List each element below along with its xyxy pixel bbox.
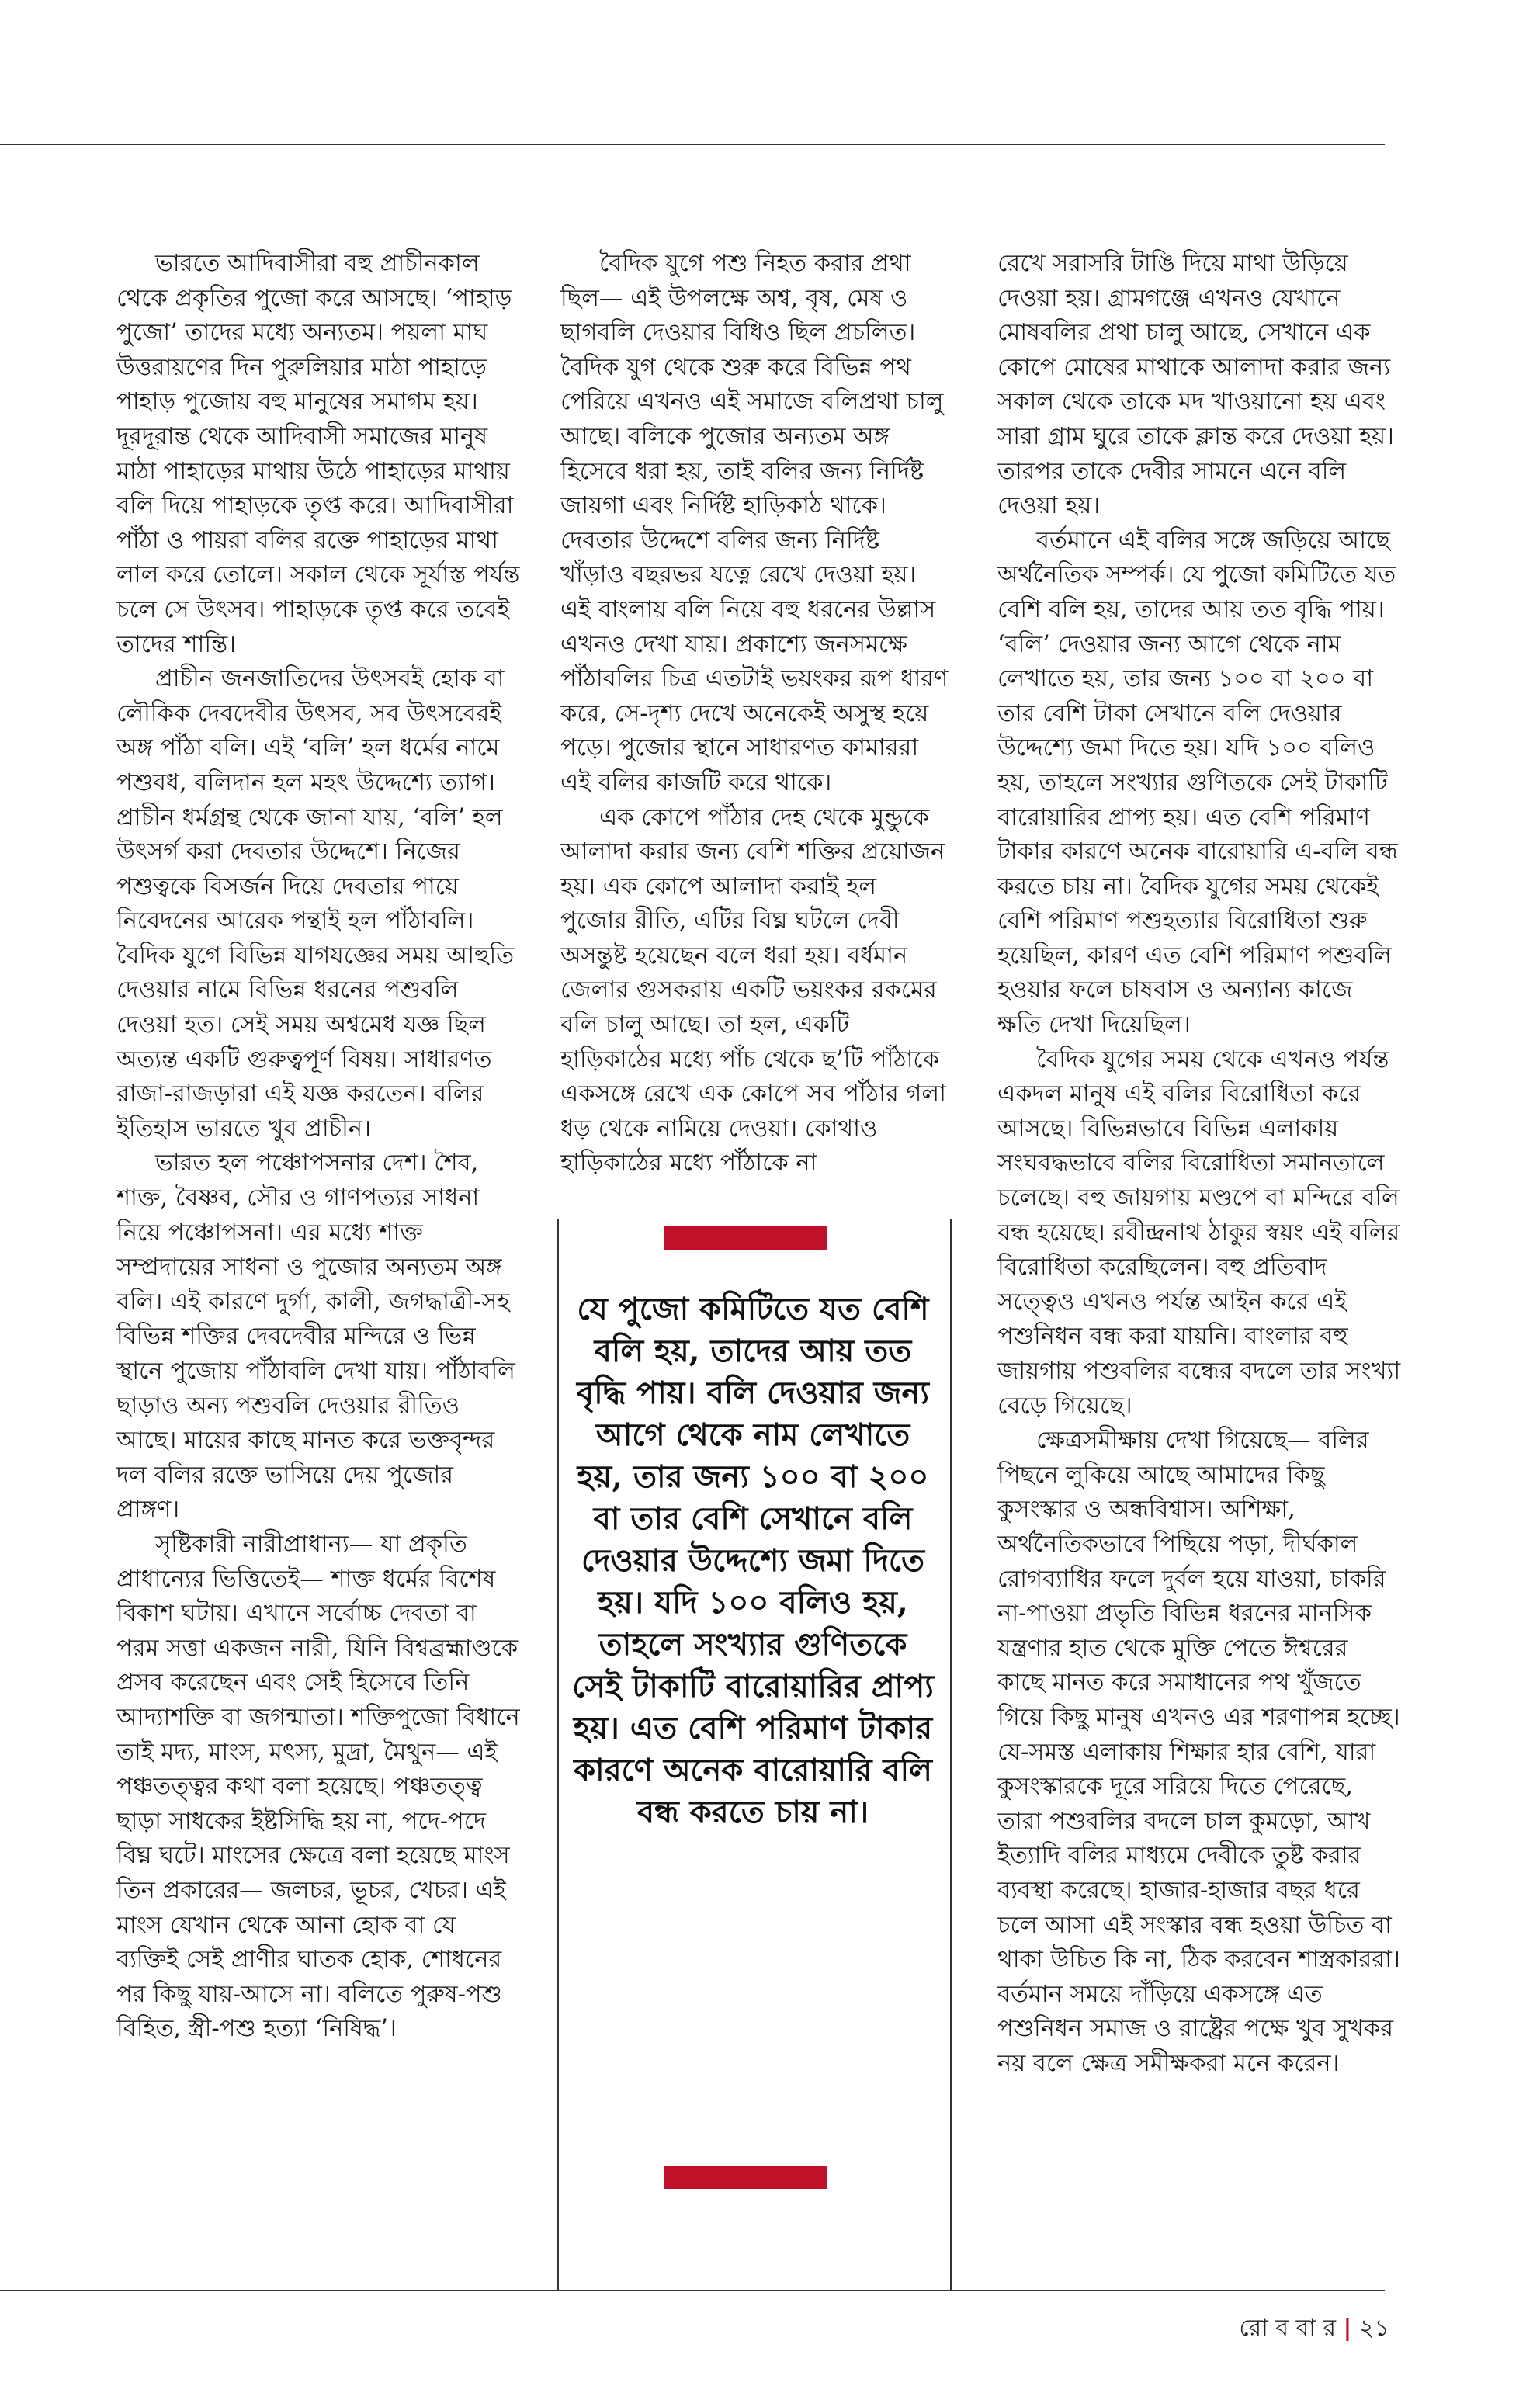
bottom-rule — [0, 2290, 1385, 2291]
pull-quote: যে পুজো কমিটিতে যত বেশি বলি হয়, তাদের আয় তত বৃদ্ধি পায়। বলি দেওয়ার জন্য আগে থেকে নাম লেখাতে হয়, তার জন্য ১০০ বা ২০০ বা তার বেশি সেখানে বলি দেওয়ার উদ্দেশ্যে জমা দিতে হয়। যদি ১০০ বলিও হয়, তাহলে সংখ্যার গুণিতকে সেই টাকাটি বারোয়ারির প্রাপ্য হয়। এত বেশি পরিমাণ টাকার কারণে অনেক বারোয়ারি বলি বন্ধ করতে চায় না। — [572, 1291, 934, 1830]
paragraph: এক কোপে পাঁঠার দেহ থেকে মুন্ডুকে আলাদা করার জন্য বেশি শক্তির প্রয়োজন হয়। এক কোপে আলাদা করাই হল পুজোর রীতি, এটির বিঘ্ন ঘটলে দেবী অসন্তুষ্ট হয়েছেন বলে ধরা হয়। বর্ধমান জেলার গুসকরায় একটি ভয়ংকর রকমের বলি চালু আছে। তা হল, একটি হাড়িকাঠের মধ্যে পাঁচ থেকে ছ’টি পাঁঠাকে একসঙ্গে রেখে এক কোপে সব পাঁঠার গলা ধড় থেকে নামিয়ে দেওয়া। কোথাও হাড়িকাঠের মধ্যে পাঁঠাকে না — [560, 803, 946, 1177]
column-1 — [116, 247, 520, 2288]
paragraph: ক্ষেত্রসমীক্ষায় দেখা গিয়েছে— বলির পিছনে লুকিয়ে আছে আমাদের কিছু কুসংস্কার ও অন্ধবিশ্বাস। অশিক্ষা, অর্থনৈতিকভাবে পিছিয়ে পড়া, দীর্ঘকাল রোগব্যাধির ফলে দুর্বল হয়ে যাওয়া, চাকরি না-পাওয়া প্রভৃতি বিভিন্ন ধরনের মানসিক যন্ত্রণার হাত থেকে মুক্তি পেতে ঈশ্বরের কাছে মানত করে সমাধানের পথ খুঁজতে গিয়ে কিছু মানুষ এখনও এর শরণাপন্ন হচ্ছে। যে-সমস্ত এলাকায় শিক্ষার হার বেশি, যারা কুসংস্কারকে দূরে সরিয়ে দিতে পেরেছে, তারা পশুবলির বদলে চাল কুমড়ো, আখ ইত্যাদি বলির মাধ্যমে দেবীকে তুষ্ট করার ব্যবস্থা করেছে। হাজার-হাজার বছর ধরে চলে আসা এই সংস্কার বন্ধ হওয়া উচিত বা থাকা উচিত কি না, ঠিক করবেন শাস্ত্রকাররা। বর্তমান সময়ে দাঁড়িয়ে একসঙ্গে এত পশুনিধন সমাজ ও রাষ্ট্রের পক্ষে খুব সুখকর নয় বলে ক্ষেত্র সমীক্ষকরা মনে করেন। — [997, 1427, 1400, 2077]
column-divider-right — [950, 1219, 952, 2290]
paragraph: ভারতে আদিবাসীরা বহু প্রাচীনকাল থেকে প্রকৃতির পুজো করে আসছে। ‘পাহাড় পুজো’ তাদের মধ্যে অন্যতম। পয়লা মাঘ উত্তরায়ণের দিন পুরুলিয়ার মাঠা পাহাড়ে পাহাড় পুজোয় বহু মানুষের সমাগম হয়। দূরদূরান্ত থেকে আদিবাসী সমাজের মানুষ মাঠা পাহাড়ের মাথায় উঠে পাহাড়ের মাথায় বলি দিয়ে পাহাড়কে তৃপ্ত করে। আদিবাসীরা পাঁঠা ও পায়রা বলির রক্তে পাহাড়ের মাথা লাল করে তোলে। সকাল থেকে সূর্যাস্ত পর্যন্ত চলে সে উৎসব। পাহাড়কে তৃপ্ত করে তবেই তাদের শান্তি। — [116, 250, 520, 658]
paragraph: ভারত হল পঞ্চোপসনার দেশ। শৈব, শাক্ত, বৈষ্ণব, সৌর ও গাণপত্যর সাধনা নিয়ে পঞ্চোপসনা। এর মধ্যে শাক্ত সম্প্রদায়ের সাধনা ও পুজোর অন্যতম অঙ্গ বলি। এই কারণে দুর্গা, কালী, জগদ্ধাত্রী-সহ বিভিন্ন শক্তির দেবদেবীর মন্দিরে ও ভিন্ন স্থানে পুজোয় পাঁঠাবলি দেখা যায়। পাঁঠাবলি ছাড়াও অন্য পশুবলি দেওয়ার রীতিও আছে। মায়ের কাছে মানত করে ভক্তবৃন্দর দল বলির রক্তে ভাসিয়ে দেয় পুজোর প্রাঙ্গণ। — [116, 1150, 515, 1524]
red-accent-bar-bottom — [664, 2166, 827, 2189]
column-divider-left — [557, 1219, 559, 2290]
top-rule — [0, 144, 1385, 145]
paragraph: বৈদিক যুগের সময় থেকে এখনও পর্যন্ত একদল মানুষ এই বলির বিরোধিতা করে আসছে। বিভিন্নভাবে বিভিন্ন এলাকায় সংঘবদ্ধভাবে বলির বিরোধিতা সমানতালে চলেছে। বহু জায়গায় মণ্ডপে বা মন্দিরে বলি বন্ধ হয়েছে। রবীন্দ্রনাথ ঠাকুর স্বয়ং এই বলির বিরোধিতা করেছিলেন। বহু প্রতিবাদ সত্ত্বেও এখনও পর্যন্ত আইন করে এই পশুনিধন বন্ধ করা যায়নি। বাংলার বহু জায়গায় পশুবলির বন্ধের বদলে তার সংখ্যা বেড়ে গিয়েছে। — [997, 1046, 1401, 1420]
magazine-name: রো ব বা র — [1239, 2315, 1336, 2342]
page-footer — [1164, 2309, 1389, 2349]
paragraph: প্রাচীন জনজাতিদের উৎসবই হোক বা লৌকিক দেবদেবীর উৎসব, সব উৎসবেরই অঙ্গ পাঁঠা বলি। এই ‘বলি’ হল ধর্মের নামে পশুবধ, বলিদান হল মহৎ উদ্দেশ্যে ত্যাগ। প্রাচীন ধর্মগ্রন্থ থেকে জানা যায়, ‘বলি’ হল উৎসর্গ করা দেবতার উদ্দেশে। নিজের পশুত্বকে বিসর্জন দিয়ে দেবতার পায়ে নিবেদনের আরেক পন্থাই হল পাঁঠাবলি। বৈদিক যুগে বিভিন্ন যাগযজ্ঞের সময় আহুতি দেওয়ার নামে বিভিন্ন ধরনের পশুবলি দেওয়া হত। সেই সময় অশ্বমেধ যজ্ঞ ছিল অত্যন্ত একটি গুরুত্বপূর্ণ বিষয়। সাধারণত রাজা-রাজড়ারা এই যজ্ঞ করতেন। বলির ইতিহাস ভারতে খুব প্রাচীন। — [116, 665, 515, 1143]
paragraph: রেখে সরাসরি টাঙি দিয়ে মাথা উড়িয়ে দেওয়া হয়। গ্রামগঞ্জে এখনও যেখানে মোষবলির প্রথা চালু আছে, সেখানে এক কোপে মোষের মাথাকে আলাদা করার জন্য সকাল থেকে তাকে মদ খাওয়ানো হয় এবং সারা গ্রাম ঘুরে তাকে ক্লান্ত করে দেওয়া হয়। তারপর তাকে দেবীর সামনে এনে বলি দেওয়া হয়। — [997, 250, 1394, 520]
column-2 — [560, 247, 949, 1202]
paragraph: বর্তমানে এই বলির সঙ্গে জড়িয়ে আছে অর্থনৈতিক সম্পর্ক। যে পুজো কমিটিতে যত বেশি বলি হয়, তাদের আয় তত বৃদ্ধি পায়। ‘বলি’ দেওয়ার জন্য আগে থেকে নাম লেখাতে হয়, তার জন্য ১০০ বা ২০০ বা তার বেশি টাকা সেখানে বলি দেওয়ার উদ্দেশ্যে জমা দিতে হয়। যদি ১০০ বলিও হয়, তাহলে সংখ্যার গুণিতকে সেই টাকাটি বারোয়ারির প্রাপ্য হয়। এত বেশি পরিমাণ টাকার কারণে অনেক বারোয়ারি এ-বলি বন্ধ করতে চায় না। বৈদিক যুগের সময় থেকেই বেশি পরিমাণ পশুহত্যার বিরোধিতা শুরু হয়েছিল, কারণ এত বেশি পরিমাণ পশুবলি হওয়ার ফলে চাষবাস ও অন্যান্য কাজে ক্ষতি দেখা দিয়েছিল। — [997, 526, 1398, 1039]
paragraph: বৈদিক যুগে পশু নিহত করার প্রথা ছিল— এই উপলক্ষে অশ্ব, বৃষ, মেষ ও ছাগবলি দেওয়ার বিধিও ছিল প্রচলিত। বৈদিক যুগ থেকে শুরু করে বিভিন্ন পথ পেরিয়ে এখনও এই সমাজে বলিপ্রথা চালু আছে। বলিকে পুজোর অন্যতম অঙ্গ হিসেবে ধরা হয়, তাই বলির জন্য নির্দিষ্ট জায়গা এবং নির্দিষ্ট হাড়িকাঠ থাকে। দেবতার উদ্দেশে বলির জন্য নির্দিষ্ট খাঁড়াও বছরভর যত্নে রেখে দেওয়া হয়। এই বাংলায় বলি নিয়ে বহু ধরনের উল্লাস এখনও দেখা যায়। প্রকাশ্যে জনসমক্ষে পাঁঠাবলির চিত্র এতটাই ভয়ংকর রূপ ধারণ করে, সে-দৃশ্য দেখে অনেকেই অসুস্থ হয়ে পড়ে। পুজোর স্থানে সাধারণত কামাররা এই বলির কাজটি করে থাকে। — [560, 250, 949, 796]
page-number: ২১ — [1359, 2315, 1389, 2342]
paragraph: সৃষ্টিকারী নারীপ্রাধান্য— যা প্রকৃতি প্রাধান্যের ভিত্তিতেই— শাক্ত ধর্মের বিশেষ বিকাশ ঘটায়। এখানে সর্বোচ্চ দেবতা বা পরম সত্তা একজন নারী, যিনি বিশ্বব্রহ্মাণ্ডকে প্রসব করেছেন এবং সেই হিসেবে তিনি আদ্যাশক্তি বা জগন্মাতা। শক্তিপুজো বিধানে তাই মদ্য, মাংস, মৎস্য, মুদ্রা, মৈথুন— এই পঞ্চতত্ত্বর কথা বলা হয়েছে। পঞ্চতত্ত্ব ছাড়া সাধকের ইষ্টসিদ্ধি হয় না, পদে-পদে বিঘ্ন ঘটে। মাংসের ক্ষেত্রে বলা হয়েছে মাংস তিন প্রকারের— জলচর, ভূচর, খেচর। এই মাংস যেখান থেকে আনা হোক বা যে ব্যক্তিই সেই প্রাণীর ঘাতক হোক, শোধনের পর কিছু যায়-আসে না। বলিতে পুরুষ-পশু বিহিত, স্ত্রী-পশু হত্যা ‘নিষিদ্ধ’। — [116, 1530, 520, 2043]
footer-separator: | — [1343, 2315, 1352, 2342]
column-3 — [997, 247, 1401, 2288]
red-accent-bar-top — [664, 1226, 827, 1250]
